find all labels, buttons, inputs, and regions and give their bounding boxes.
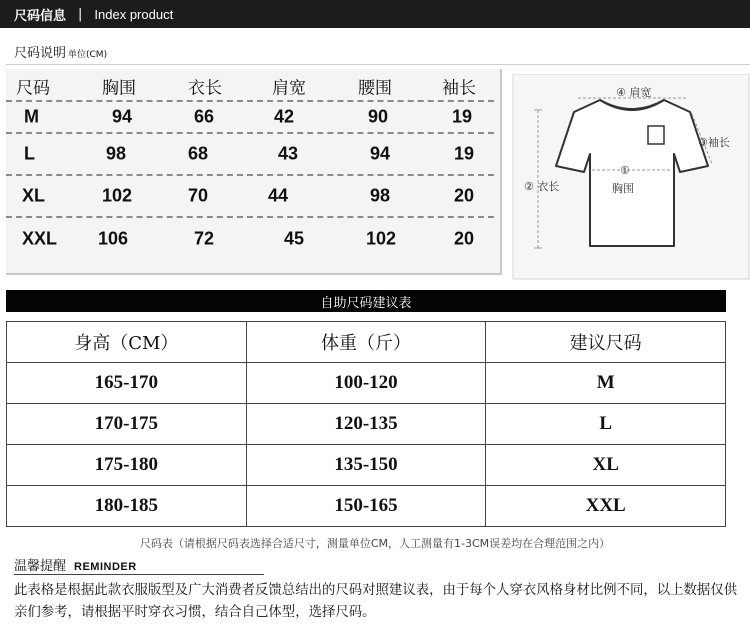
chest-label: 胸围 [612,182,634,195]
spec-row [6,176,494,218]
recommend-cell-size: M [486,363,726,404]
length-label: ② 衣长 [524,180,560,193]
recommend-cell-size: L [486,404,726,445]
size-spec-table [6,72,494,260]
spec-cell-size: M [24,106,39,127]
spec-col-shoulder: 肩宽 [272,78,306,99]
recommend-cell-size: XXL [486,486,726,527]
spec-cell-sleeve: 20 [454,228,475,249]
recommend-row [7,404,726,445]
reminder-title: 温馨提醒 [14,559,67,574]
spec-cell-waist: 98 [370,185,391,206]
header-title: 尺码信息 [14,8,67,24]
spec-cell-length: 72 [194,228,215,249]
recommend-cell-height: 180-185 [7,486,247,527]
recommend-col-size: 建议尺码 [486,322,726,363]
spec-cell-shoulder: 45 [284,228,305,249]
spec-col-length: 衣长 [188,78,222,99]
shoulder-label: ④ 肩宽 [616,86,652,99]
reminder-text: 此表格是根据此款衣服版型及广大消费者反馈总结出的尺码对照建议表，由于每个人穿衣风格身材比例不同，以上数据仅供亲们参考，请根据平时穿衣习惯，结合自己体型，选择尺码。 [14,583,738,620]
recommend-title: 自助尺码建议表 [320,295,412,311]
spec-cell-sleeve: 19 [452,106,473,127]
spec-cell-length: 66 [194,106,215,127]
chest-number: ① [620,164,630,177]
spec-col-size: 尺码 [16,78,50,99]
spec-cell-sleeve: 19 [454,143,475,164]
recommend-col-height: 身高（CM） [7,322,247,363]
reminder-heading [14,555,137,574]
spec-cell-length: 70 [188,185,209,206]
recommend-cell-weight: 150-165 [246,486,486,527]
spec-cell-waist: 90 [368,106,389,127]
spec-header-row [6,72,494,102]
spec-cell-waist: 94 [370,143,391,164]
spec-unit: 单位(CM) [68,50,108,60]
recommend-table [6,321,726,527]
spec-row [6,134,494,176]
spec-cell-length: 68 [188,143,209,164]
header-subtitle: Index product [94,6,174,22]
spec-cell-shoulder: 42 [274,106,295,127]
spec-cell-chest: 106 [98,228,129,249]
spec-title: 尺码说明 [14,46,67,61]
recommend-cell-height: 170-175 [7,404,247,445]
spec-cell-size: L [24,143,35,164]
header-separator: | [78,6,83,22]
spec-row [6,102,494,134]
spec-cell-shoulder: 43 [278,143,299,164]
recommend-cell-weight: 120-135 [246,404,486,445]
spec-col-chest: 胸围 [102,78,136,99]
recommend-cell-height: 165-170 [7,363,247,404]
recommend-cell-size: XL [486,445,726,486]
recommend-cell-weight: 135-150 [246,445,486,486]
reminder-divider [14,574,264,575]
recommend-row [7,445,726,486]
spec-cell-shoulder: 44 [268,185,289,206]
spec-cell-size: XL [22,185,46,206]
spec-col-sleeve: 袖长 [442,78,476,99]
recommend-cell-weight: 100-120 [246,363,486,404]
header-bar [0,0,750,28]
recommend-title-bar [6,290,726,312]
recommend-row [7,363,726,404]
footnote: 尺码表（请根据尺码表选择合适尺寸，测量单位CM，人工测量有1-3CM误差均在合理范围之内） [139,537,611,550]
spec-heading [14,42,107,61]
spec-cell-sleeve: 20 [454,185,475,206]
reminder-title-en: REMINDER [74,561,137,573]
spec-cell-chest: 98 [106,143,127,164]
spec-cell-size: XXL [22,228,58,249]
spec-row [6,218,494,260]
tshirt-illustration [512,74,750,280]
recommend-row [7,486,726,527]
spec-cell-waist: 102 [366,228,397,249]
recommend-cell-height: 175-180 [7,445,247,486]
recommend-header-row [7,322,726,363]
recommend-col-weight: 体重（斤） [246,322,486,363]
shirt-diagram [512,74,750,280]
spec-divider [6,64,750,65]
spec-cell-chest: 94 [112,106,133,127]
spec-cell-chest: 102 [102,185,133,206]
sleeve-label: ③袖长 [698,136,730,149]
spec-col-waist: 腰围 [358,78,392,99]
